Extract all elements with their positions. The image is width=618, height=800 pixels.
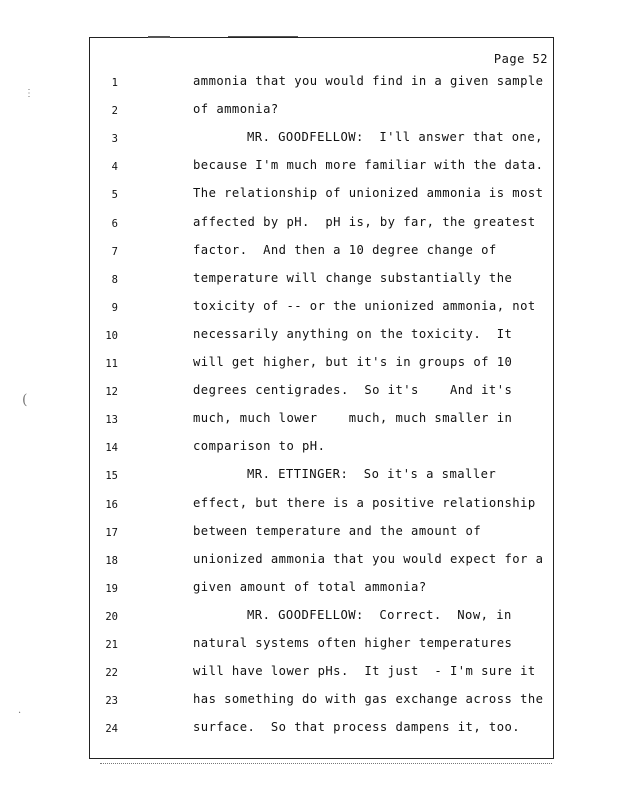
line-number: 16	[105, 498, 118, 511]
line-number: 19	[105, 582, 118, 595]
line-text: MR. ETTINGER: So it's a smaller	[247, 467, 497, 482]
line-text: factor. And then a 10 degree change of	[193, 242, 497, 257]
line-text: has something do with gas exchange across the	[193, 692, 544, 707]
line-number: 12	[105, 386, 118, 399]
line-text: MR. GOODFELLOW: Correct. Now, in	[247, 607, 512, 622]
line-number: 3	[111, 133, 118, 146]
transcript-line	[0, 102, 618, 130]
line-number: 18	[105, 554, 118, 567]
transcript-line	[0, 411, 618, 439]
line-text: temperature will change substantially the	[193, 270, 513, 285]
line-number: 14	[105, 442, 118, 455]
line-text: comparison to pH.	[193, 439, 326, 454]
transcript-line	[0, 355, 618, 383]
line-number: 11	[105, 358, 118, 370]
scan-speck: ⋮	[24, 88, 34, 99]
line-text: between temperature and the amount of	[193, 523, 482, 538]
transcript-line	[0, 608, 618, 636]
line-number: 7	[111, 245, 118, 258]
transcript-line	[0, 383, 618, 411]
line-number: 24	[105, 723, 118, 736]
transcript-line	[0, 467, 618, 495]
transcript-line	[0, 720, 618, 748]
line-number: 21	[105, 639, 118, 651]
line-text: will have lower pHs. It just - I'm sure it	[193, 664, 536, 679]
line-number: 15	[105, 470, 118, 483]
transcript-line	[0, 74, 618, 102]
line-number: 20	[105, 610, 118, 623]
line-text: ammonia that you would find in a given sample	[193, 74, 544, 88]
transcript-line	[0, 271, 618, 299]
transcript-line	[0, 552, 618, 580]
transcript-line	[0, 299, 618, 327]
transcript-line	[0, 580, 618, 608]
line-text: surface. So that process dampens it, too.	[193, 720, 521, 735]
transcript-line	[0, 524, 618, 552]
line-text: degrees centigrades. So it's And it's	[193, 383, 513, 398]
line-text: affected by pH. pH is, by far, the greatest	[193, 214, 536, 229]
line-number: 4	[111, 161, 118, 174]
line-text: will get higher, but it's in groups of 10	[193, 355, 513, 369]
page-number: Page 52	[493, 52, 548, 66]
scan-speck: ·	[18, 708, 22, 719]
transcript-line	[0, 327, 618, 355]
line-text: effect, but there is a positive relationship	[193, 495, 536, 510]
scan-artifact	[228, 36, 298, 37]
line-text: much, much lower much, much smaller in	[193, 411, 513, 426]
line-number: 17	[105, 526, 118, 539]
line-text: of ammonia?	[193, 102, 279, 117]
line-number: 13	[105, 414, 118, 427]
transcript-line	[0, 130, 618, 158]
scan-speck: (	[22, 392, 28, 408]
transcript-line	[0, 636, 618, 664]
transcript-line	[0, 664, 618, 692]
line-text: necessarily anything on the toxicity. It	[193, 326, 513, 341]
line-number: 8	[111, 273, 118, 286]
line-number: 5	[111, 189, 118, 202]
transcript-line	[0, 496, 618, 524]
line-text: toxicity of -- or the unionized ammonia, not	[193, 298, 536, 313]
line-number: 10	[105, 329, 118, 342]
transcript-line	[0, 692, 618, 720]
transcript-line	[0, 215, 618, 243]
line-text: unionized ammonia that you would expect for a	[193, 551, 544, 566]
transcript-line	[0, 186, 618, 214]
line-number: 2	[111, 105, 118, 118]
line-text: natural systems often higher temperatures	[193, 636, 513, 650]
transcript-line	[0, 158, 618, 186]
line-number: 22	[105, 667, 118, 680]
scan-artifact	[148, 36, 170, 38]
line-number: 6	[111, 217, 118, 230]
transcript-line	[0, 439, 618, 467]
line-number: 23	[105, 695, 118, 708]
page-footer-rule	[100, 763, 552, 764]
line-text: because I'm much more familiar with the data.	[193, 158, 544, 173]
line-number: 9	[111, 301, 118, 314]
line-text: MR. GOODFELLOW: I'll answer that one,	[247, 130, 543, 145]
transcript-line	[0, 243, 618, 271]
line-number: 1	[111, 77, 118, 89]
line-text: The relationship of unionized ammonia is most	[193, 186, 544, 201]
line-text: given amount of total ammonia?	[193, 579, 427, 594]
